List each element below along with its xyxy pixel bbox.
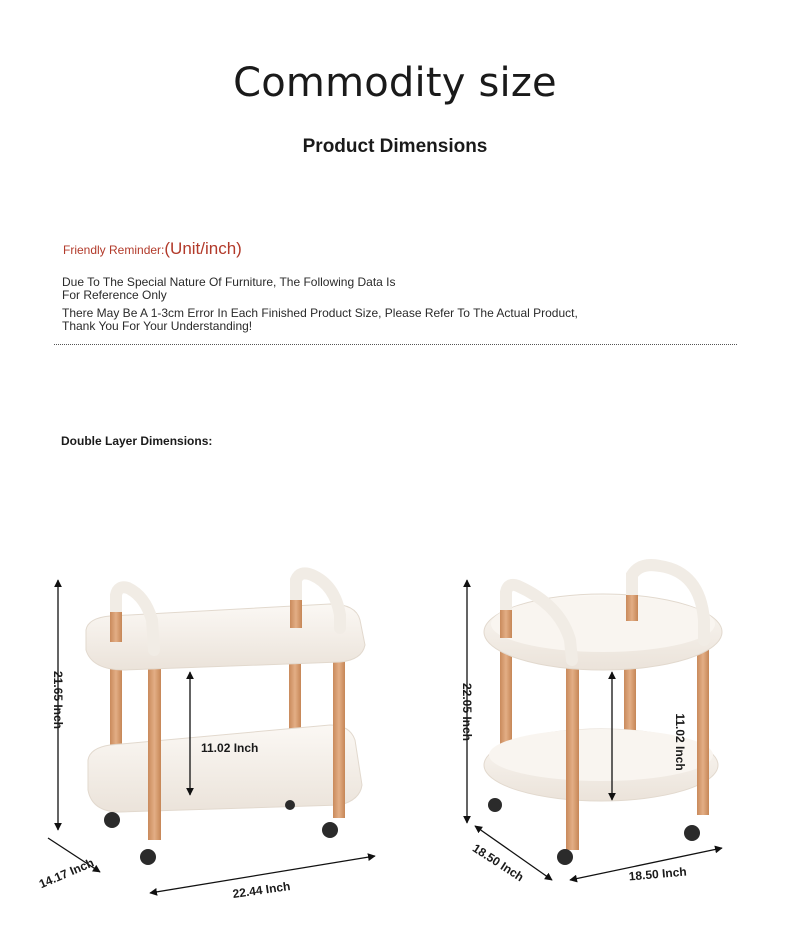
section-label: Double Layer Dimensions: <box>61 434 213 448</box>
bottom-tray <box>88 725 362 812</box>
reminder-label: Friendly Reminder: <box>63 243 165 257</box>
gap-label: 11.02 Inch <box>673 713 687 771</box>
cart-leg <box>566 650 579 850</box>
depth-label: 14.17 Inch <box>36 855 96 892</box>
page-subtitle: Product Dimensions <box>302 136 488 157</box>
top-tray <box>86 604 365 670</box>
page-title: Commodity size <box>233 60 557 106</box>
caster-wheel <box>488 798 700 865</box>
gap-label: 11.02 Inch <box>201 741 259 755</box>
cart-leg <box>697 645 709 815</box>
width-label: 22.44 Inch <box>231 879 292 902</box>
rectangular-cart <box>37 573 375 901</box>
unit-note: (Unit/inch) <box>164 239 242 258</box>
note-line: For Reference Only <box>62 288 167 302</box>
tray-inner <box>491 596 715 652</box>
note-line: Due To The Special Nature Of Furniture, The Following Data Is <box>62 275 396 289</box>
height-label: 21.65 Inch <box>51 670 65 730</box>
handle-joint <box>290 600 302 628</box>
height-label: 22.05 Inch <box>460 682 474 742</box>
handle-joint <box>626 595 638 621</box>
note-line: Thank You For Your Understanding! <box>62 319 253 333</box>
width-label: 18.50 Inch <box>628 864 688 884</box>
depth-label: 18.50 Inch <box>470 840 527 885</box>
handle-joint <box>110 612 122 642</box>
handle-joint <box>500 610 512 638</box>
note-line: There May Be A 1-3cm Error In Each Finished Product Size, Please Refer To The Actual Product, <box>62 306 578 320</box>
round-cart <box>460 565 722 884</box>
cart-leg <box>148 640 161 840</box>
